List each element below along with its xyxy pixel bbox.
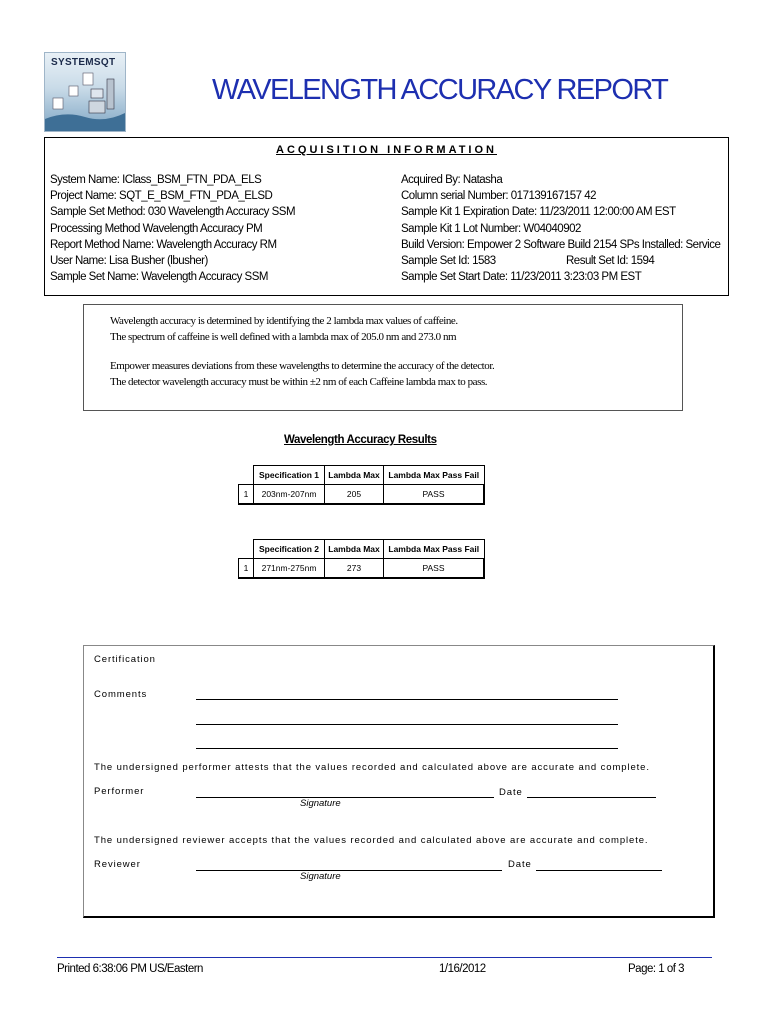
description-box xyxy=(83,304,683,411)
table-header: Specification 1 xyxy=(254,466,325,485)
row-number: 1 xyxy=(239,485,254,505)
table-header: Lambda Max xyxy=(325,466,384,485)
specification-cell: 271nm-275nm xyxy=(254,559,325,579)
description-line: The spectrum of caffeine is well defined with a lambda max of 205.0 nm and 273.0 nm xyxy=(110,331,457,343)
user-name: User Name: Lisa Busher (lbusher) xyxy=(50,255,208,268)
table-row xyxy=(239,485,485,505)
set-id-row xyxy=(401,253,720,269)
comments-line xyxy=(196,699,618,700)
printed-time: Printed 6:38:06 PM US/Eastern xyxy=(57,963,203,975)
column-serial-number: Column serial Number: 017139167157 42 xyxy=(401,190,597,203)
reviewer-signature-line xyxy=(196,870,502,871)
results-title: Wavelength Accuracy Results xyxy=(284,434,437,446)
acquisition-left-column xyxy=(50,172,295,285)
page-number: Page: 1 of 3 xyxy=(628,963,685,975)
comments-line xyxy=(196,724,618,725)
acquisition-info-box xyxy=(44,137,729,296)
reviewer-date-line xyxy=(536,870,662,871)
certification-title: Certification xyxy=(94,654,156,665)
reviewer-signature-caption: Signature xyxy=(300,871,341,882)
reviewer-date-label: Date xyxy=(508,859,532,870)
lambda-max-cell: 205 xyxy=(325,485,384,505)
sample-set-method: Sample Set Method: 030 Wavelength Accuracy SSM xyxy=(50,206,296,219)
description-line: The detector wavelength accuracy must be within ±2 nm of each Caffeine lambda max to pass. xyxy=(110,376,488,388)
project-name: Project Name: SQT_E_BSM_FTN_PDA_ELSD xyxy=(50,190,273,203)
sample-set-start-date: Sample Set Start Date: 11/23/2011 3:23:03 PM EST xyxy=(401,271,642,284)
table-header: Lambda Max xyxy=(325,540,384,559)
logo-graphic-icon xyxy=(45,53,125,131)
performer-date-label: Date xyxy=(499,787,523,798)
results-table-1 xyxy=(238,465,485,505)
description-line: Empower measures deviations from these wavelengths to determine the accuracy of the detector. xyxy=(110,360,495,372)
results-table-2 xyxy=(238,539,485,579)
performer-signature-line xyxy=(196,797,494,798)
performer-date-line xyxy=(527,797,656,798)
row-number: 1 xyxy=(239,559,254,579)
pass-fail-cell: PASS xyxy=(384,559,485,579)
comments-line xyxy=(196,748,618,749)
acquired-by: Acquired By: Natasha xyxy=(401,174,503,186)
acquisition-right-column xyxy=(401,172,720,285)
performer-signature-caption: Signature xyxy=(300,798,341,809)
performer-statement: The undersigned performer attests that the values recorded and calculated above are accurate and complete. xyxy=(94,762,650,773)
lambda-max-cell: 273 xyxy=(325,559,384,579)
comments-label: Comments xyxy=(94,689,148,700)
table-corner xyxy=(239,466,254,485)
sample-kit-expiration: Sample Kit 1 Expiration Date: 11/23/2011 12:00:00 AM EST xyxy=(401,206,676,219)
table-corner xyxy=(239,540,254,559)
specification-cell: 203nm-207nm xyxy=(254,485,325,505)
table-header: Lambda Max Pass Fail xyxy=(384,540,485,559)
performer-label: Performer xyxy=(94,786,145,797)
sample-kit-lot-number: Sample Kit 1 Lot Number: W04040902 xyxy=(401,222,581,235)
printed-date: 1/16/2012 xyxy=(439,963,486,975)
report-title: WAVELENGTH ACCURACY REPORT xyxy=(212,74,668,106)
logo-text: SYSTEMSQT xyxy=(51,57,116,68)
pass-fail-cell: PASS xyxy=(384,485,485,505)
reviewer-statement: The undersigned reviewer accepts that the values recorded and calculated above are accurate and complete. xyxy=(94,835,649,846)
result-set-id: Result Set Id: 1594 xyxy=(566,255,655,268)
certification-box xyxy=(83,645,715,918)
table-row xyxy=(239,559,485,579)
table-header: Specification 2 xyxy=(254,540,325,559)
processing-method: Processing Method Wavelength Accuracy PM xyxy=(50,222,263,235)
build-version: Build Version: Empower 2 Software Build 2154 SPs Installed: Service xyxy=(401,238,721,251)
systemsqt-logo xyxy=(44,52,126,132)
reviewer-label: Reviewer xyxy=(94,859,141,870)
report-method-name: Report Method Name: Wavelength Accuracy RM xyxy=(50,238,277,251)
table-header: Lambda Max Pass Fail xyxy=(384,466,485,485)
system-name: System Name: IClass_BSM_FTN_PDA_ELS xyxy=(50,174,262,186)
sample-set-name: Sample Set Name: Wavelength Accuracy SSM xyxy=(50,271,268,284)
acquisition-heading: ACQUISITION INFORMATION xyxy=(276,144,497,156)
footer-divider xyxy=(57,957,712,958)
sample-set-id: Sample Set Id: 1583 xyxy=(401,255,496,268)
description-line: Wavelength accuracy is determined by identifying the 2 lambda max values of caffeine. xyxy=(110,315,458,327)
